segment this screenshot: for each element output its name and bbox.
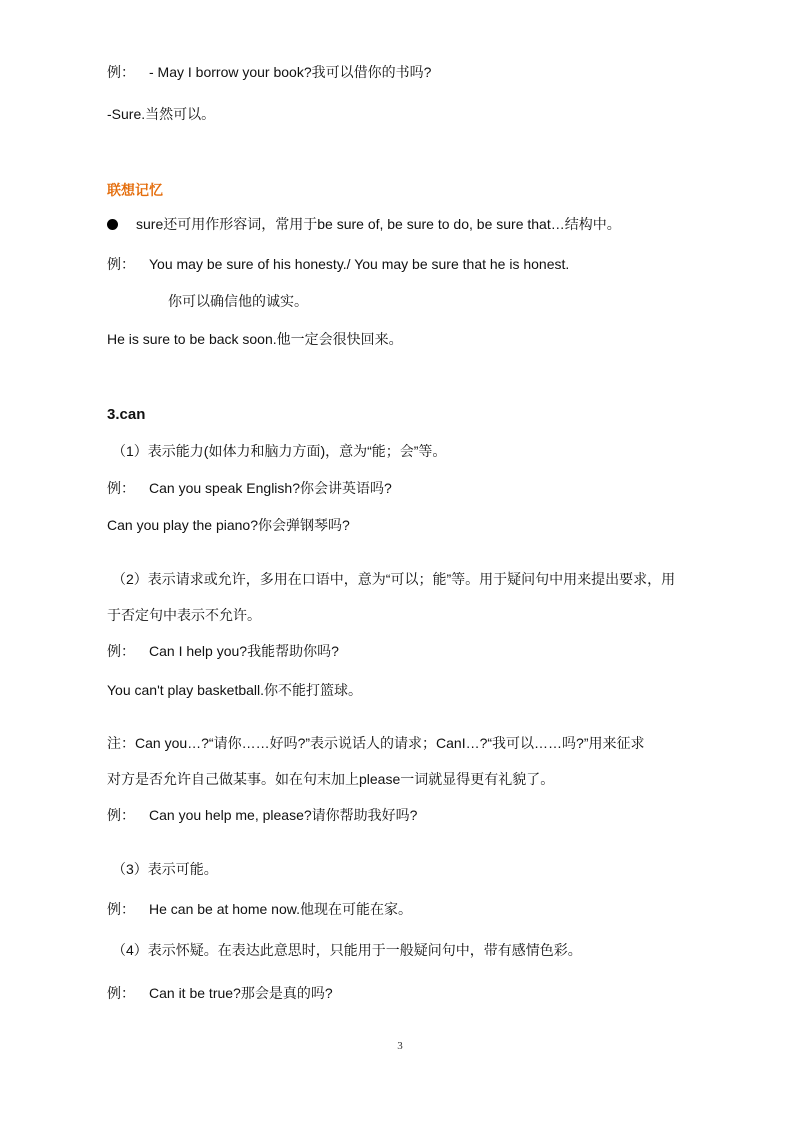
example-label: 例： bbox=[107, 482, 135, 497]
point-2-request-line-b: 于否定句中表示不允许。 bbox=[107, 607, 261, 623]
point-3-possibility: （3）表示可能。 bbox=[112, 861, 218, 877]
bullet-icon bbox=[107, 219, 118, 230]
example-label: 例： bbox=[107, 258, 135, 273]
example-text: He can be at home now.他现在可能在家。 bbox=[149, 901, 412, 917]
bullet-text: sure还可用作形容词，常用于be sure of, be sure to do, be sure that…结构中。 bbox=[136, 216, 621, 232]
point-1-ability: （1）表示能力(如体力和脑力方面)，意为“能；会”等。 bbox=[112, 443, 447, 459]
example-line-at-home bbox=[107, 899, 412, 921]
example-line-back-soon: He is sure to be back soon.他一定会很快回来。 bbox=[107, 331, 403, 347]
example-text: You may be sure of his honesty./ You may be sure that he is honest. bbox=[149, 256, 570, 272]
point-2-request-line-a: （2）表示请求或允许，多用在口语中，意为“可以；能”等。用于疑问句中用来提出要求，用 bbox=[112, 571, 676, 587]
example-label: 例： bbox=[107, 66, 135, 81]
note-line-a: 注：Can you…?“请你……好吗?”表示说话人的请求；CanI…?“我可以……吗?”用来征求 bbox=[107, 735, 645, 751]
example-label: 例： bbox=[107, 809, 135, 824]
answer-line-sure: -Sure.当然可以。 bbox=[107, 106, 216, 122]
example-text: Can you help me, please?请你帮助我好吗? bbox=[149, 807, 418, 823]
page-number: 3 bbox=[397, 1040, 403, 1052]
example-text: Can I help you?我能帮助你吗? bbox=[149, 643, 339, 659]
example-text: Can you speak English?你会讲英语吗? bbox=[149, 480, 392, 496]
example-text: - May I borrow your book?我可以借你的书吗? bbox=[149, 64, 432, 80]
example-line-help-you bbox=[107, 641, 339, 663]
example-line-true bbox=[107, 983, 333, 1005]
section-heading-can: 3.can bbox=[107, 406, 146, 423]
example-text: Can it be true?那会是真的吗? bbox=[149, 985, 333, 1001]
example-line-borrow bbox=[107, 62, 431, 84]
example-label: 例： bbox=[107, 645, 135, 660]
example-line-english bbox=[107, 478, 392, 500]
example-line-honesty bbox=[107, 254, 569, 276]
example-label: 例： bbox=[107, 987, 135, 1002]
example-line-help-me bbox=[107, 805, 417, 827]
example-label: 例： bbox=[107, 903, 135, 918]
bullet-line-sure-adjective bbox=[107, 214, 621, 234]
example-line-piano: Can you play the piano?你会弹钢琴吗? bbox=[107, 517, 350, 533]
point-4-doubt: （4）表示怀疑。在表达此意思时，只能用于一般疑问句中，带有感情色彩。 bbox=[112, 942, 582, 958]
translation-line-honesty: 你可以确信他的诚实。 bbox=[168, 293, 308, 309]
example-line-basketball: You can't play basketball.你不能打篮球。 bbox=[107, 682, 363, 698]
section-heading-association: 联想记忆 bbox=[107, 182, 163, 198]
note-line-b: 对方是否允许自己做某事。如在句末加上please一词就显得更有礼貌了。 bbox=[107, 771, 555, 787]
